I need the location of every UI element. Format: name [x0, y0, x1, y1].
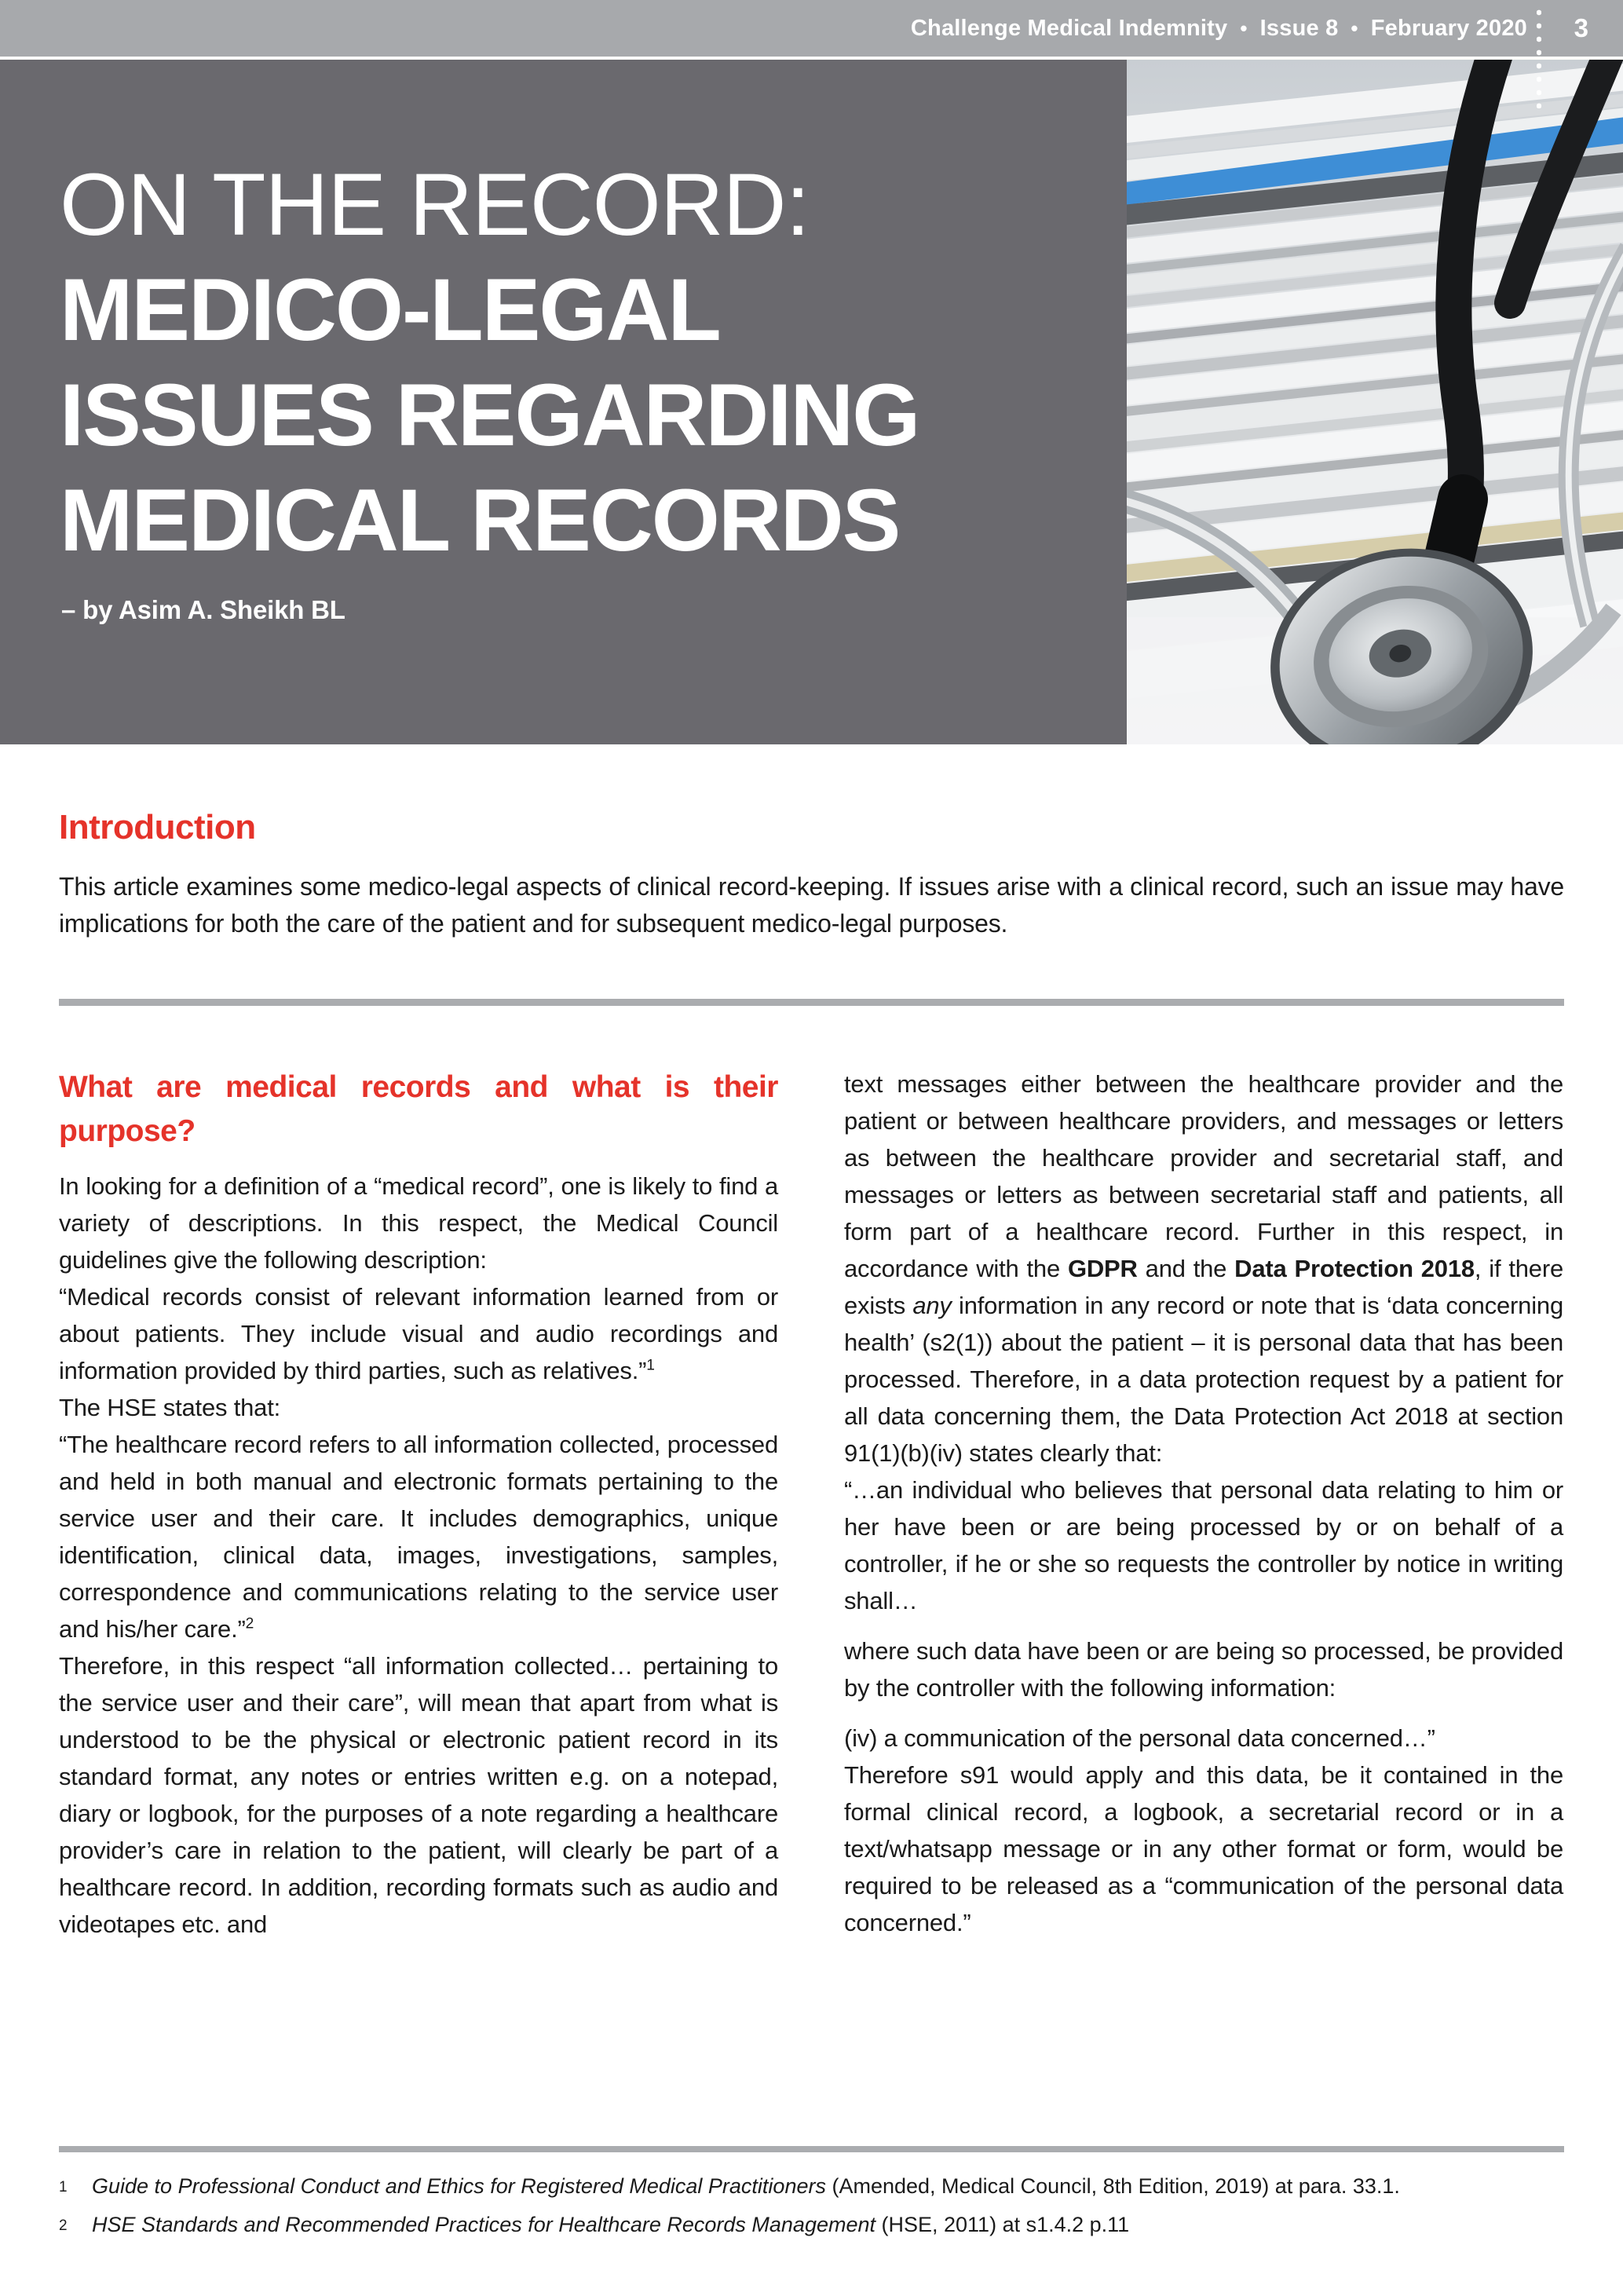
quote-text: “Medical records consist of relevant information learned from or about patients. They include visual and audio recordings and information provided by third parties, such as relatives.” — [59, 1283, 778, 1384]
footnote-number: 2 — [59, 2217, 68, 2234]
body-paragraph: The HSE states that: — [59, 1394, 281, 1421]
footnote-text — [92, 2212, 1129, 2239]
block-quote: “…an individual who believes that personal data relating to him or her have been or are being processed by or on behalf of a controller, if he or she so requests the controller by notice in writing shall… — [844, 1476, 1563, 1614]
footnote-source-detail: (Amended, Medical Council, 8th Edition, 2019) at para. 33.1. — [825, 2174, 1400, 2198]
footnote-reference: 2 — [245, 1615, 254, 1632]
footnote-source-title: Guide to Professional Conduct and Ethics for Registered Medical Practitioners — [92, 2174, 826, 2198]
article-title-line: MEDICO-LEGAL — [60, 261, 720, 359]
footnote-item — [59, 2212, 1564, 2239]
article-title-line: MEDICAL RECORDS — [60, 471, 900, 569]
left-column — [59, 1066, 778, 1943]
page-number: 3 — [1574, 13, 1588, 42]
footnote-item — [59, 2174, 1564, 2200]
introduction-paragraph: This article examines some medico-legal aspects of clinical record-keeping. If issues arise with a clinical record, such an issue may have implications for both the care of the patient and for subsequent medico-legal purposes. — [59, 872, 1564, 938]
header-running-title — [911, 0, 1527, 57]
header-bullet-icon: • — [1240, 16, 1248, 40]
article-body — [59, 1066, 1564, 1943]
footnote-rule — [59, 2146, 1564, 2152]
dotted-divider-line — [1537, 8, 1541, 108]
section-divider-rule — [59, 999, 1564, 1006]
body-paragraph: Therefore, in this respect “all information collected… pertaining to the service user and their care”, will mean that apart from what is understood to be the physical or electronic patient record in its standard format, any notes or entries written e.g. on a notepad, diary or logbook, for the purposes of a note regarding a healthcare provider’s care in relation to the patient, will clearly be part of a healthcare record. In addition, recording formats such as audio and videotapes etc. and — [59, 1652, 778, 1938]
footnote-text — [92, 2174, 1400, 2200]
footnote-reference: 1 — [646, 1357, 655, 1374]
block-quote — [59, 1278, 778, 1389]
article-title-kicker: ON THE RECORD: — [60, 155, 810, 254]
author-byline: – by Asim A. Sheikh BL — [61, 595, 345, 624]
footnotes-section — [59, 2146, 1564, 2239]
introduction-section — [59, 809, 1564, 942]
body-paragraph: text messages either between the healthcare provider and the patient or between healthcare providers, and messages or letters as between the healthcare provider and secretarial staff, and messages or letters as between secretarial staff and patients, all form part of a healthcare record. Further in this respect, in accordance with the GDPR and the Data Protection 2018, if there exists any information in any record or note that is ‘data concerning health’ (s2(1)) about the patient – it is personal data that has been processed. Therefore, in a data protection request by a patient for all data concerning them, the Data Protection Act 2018 at section 91(1)(b)(iv) states clearly that: — [844, 1070, 1563, 1467]
block-quote: where such data have been or are being so processed, be provided by the controller with the following information: — [844, 1637, 1563, 1702]
quote-text: “The healthcare record refers to all information collected, processed and held in both manual and electronic formats pertaining to the service user and their care. It includes demographics, unique identification, clinical data, images, investigations, samples, correspondence and communications relating to the service user and his/her care.” — [59, 1431, 778, 1643]
article-hero — [0, 60, 1623, 744]
footnote-source-title: HSE Standards and Recommended Practices for Healthcare Records Management — [92, 2213, 875, 2236]
footnote-source-detail: (HSE, 2011) at s1.4.2 p.11 — [875, 2213, 1130, 2236]
records-stethoscope-photo — [1127, 60, 1623, 744]
section-heading: What are medical records and what is their purpose? — [59, 1070, 778, 1148]
block-quote — [59, 1426, 778, 1647]
issue-number: Issue 8 — [1259, 15, 1339, 41]
article-title-line: ISSUES REGARDING — [60, 366, 919, 464]
header-bullet-icon: • — [1351, 16, 1358, 40]
right-column — [844, 1066, 1563, 1943]
article-title — [60, 152, 919, 573]
body-paragraph: Therefore s91 would apply and this data, be it contained in the formal clinical record, a logbook, a secretarial record or in a text/whatsapp message or in any other format or form, would be required to be released as a “communication of the personal data concerned.” — [844, 1761, 1563, 1936]
introduction-heading: Introduction — [59, 808, 256, 846]
block-quote: (iv) a communication of the personal data concerned…” — [844, 1724, 1435, 1752]
publication-name: Challenge Medical Indemnity — [910, 15, 1228, 41]
body-paragraph: In looking for a definition of a “medical record”, one is likely to find a variety of descriptions. In this respect, the Medical Council guidelines give the following description: — [59, 1172, 778, 1274]
issue-date: February 2020 — [1370, 15, 1527, 41]
page-header-bar — [0, 0, 1623, 57]
footnote-number: 1 — [59, 2179, 68, 2195]
